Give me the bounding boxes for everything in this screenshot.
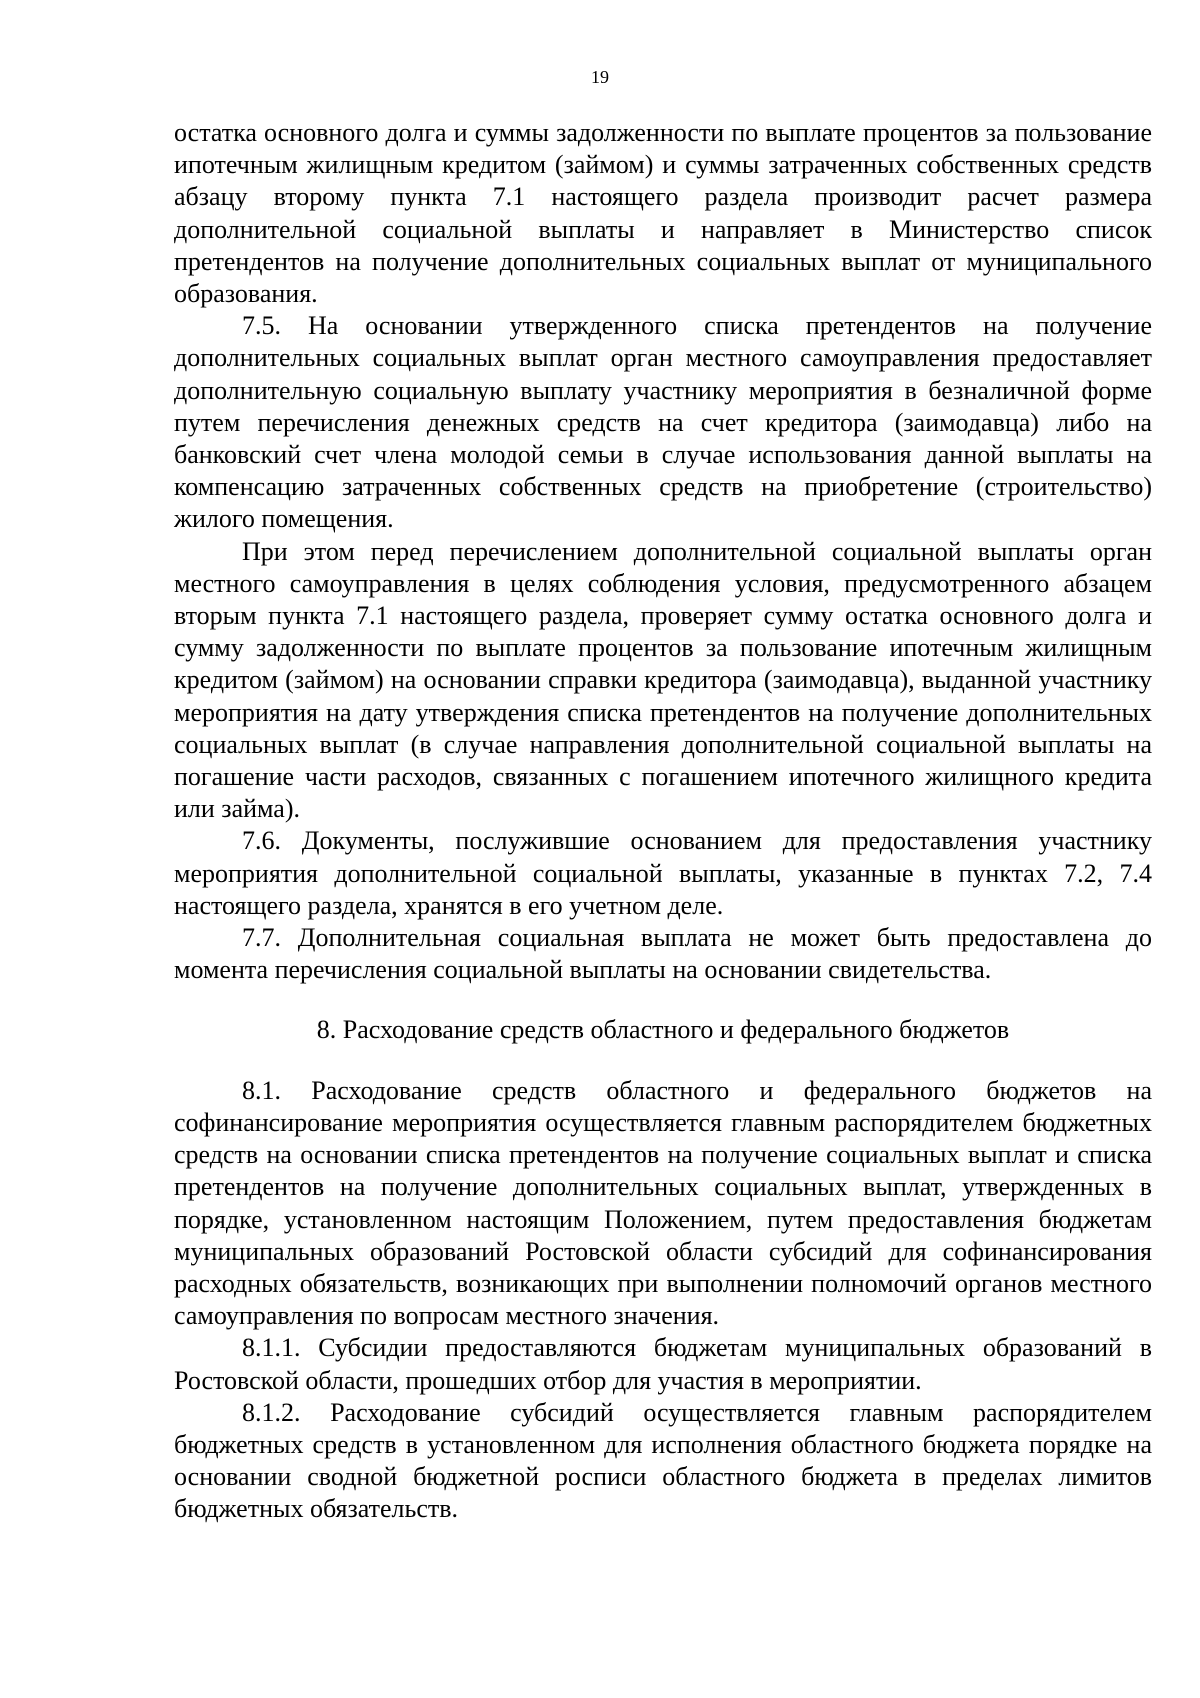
section-heading-8: 8. Расходование средств областного и федерального бюджетов bbox=[316, 1015, 1010, 1045]
paragraph-7-5-verification: При этом перед перечислением дополнительной социальной выплаты орган местного самоуправления в целях соблюдения условия, предусмотренного абзацем вторым пункта 7.1 настоящего раздела, проверяет сумму остатка основного долга и сумму задолженности по выплате процентов за пользование ипотечным жилищным кредитом (займом) на основании справки кредитора (заимодавца), выданной участнику мероприятия на дату утверждения списка претендентов на получение дополнительных социальных выплат (в случае направления дополнительной социальной выплаты на погашение части расходов, связанных с погашением ипотечного жилищного кредита или займа). bbox=[174, 536, 1152, 824]
paragraph-7-5: 7.5. На основании утвержденного списка претендентов на получение дополнительных социальных выплат орган местного самоуправления предоставляет дополнительную социальную выплату участнику мероприятия в безналичной форме путем перечисления денежных средств на счет кредитора (заимодавца) либо на банковский счет члена молодой семьи в случае использования данной выплаты на компенсацию затраченных собственных средств на приобретение (строительство) жилого помещения. bbox=[174, 311, 1152, 534]
paragraph-8-1: 8.1. Расходование средств областного и федерального бюджетов на софинансирование мероприятия осуществляется главным распорядителем бюджетных средств на основании списка претендентов на получение социальных выплат и списка претендентов на получение дополнительных социальных выплат, утвержденных в порядке, установленном настоящим Положением, путем предоставления бюджетам муниципальных образований Ростовской области субсидий для софинансирования расходных обязательств, возникающих при выполнении полномочий органов местного самоуправления по вопросам местного значения. bbox=[174, 1075, 1152, 1331]
page-number: 19 bbox=[591, 67, 609, 87]
paragraph-8-1-1: 8.1.1. Субсидии предоставляются бюджетам муниципальных образований в Ростовской области, прошедших отбор для участия в мероприятии. bbox=[174, 1333, 1152, 1395]
paragraph-continuation: остатка основного долга и суммы задолженности по выплате процентов за пользование ипотечным жилищным кредитом (займом) и суммы затраченных собственных средств абзацу второму пункта 7.1 настоящего раздела производит расчет размера дополнительной социальной выплаты и направляет в Министерство список претендентов на получение дополнительных социальных выплат от муниципального образования. bbox=[174, 118, 1152, 309]
document-body bbox=[174, 117, 1152, 1526]
paragraph-7-6: 7.6. Документы, послужившие основанием для предоставления участнику мероприятия дополнительной социальной выплаты, указанные в пунктах 7.2, 7.4 настоящего раздела, хранятся в его учетном деле. bbox=[174, 826, 1152, 920]
paragraph-7-7: 7.7. Дополнительная социальная выплата не может быть предоставлена до момента перечисления социальной выплаты на основании свидетельства. bbox=[174, 923, 1152, 985]
paragraph-8-1-2: 8.1.2. Расходование субсидий осуществляется главным распорядителем бюджетных средств в установленном для исполнения областного бюджета порядке на основании сводной бюджетной росписи областного бюджета в пределах лимитов бюджетных обязательств. bbox=[174, 1397, 1152, 1524]
